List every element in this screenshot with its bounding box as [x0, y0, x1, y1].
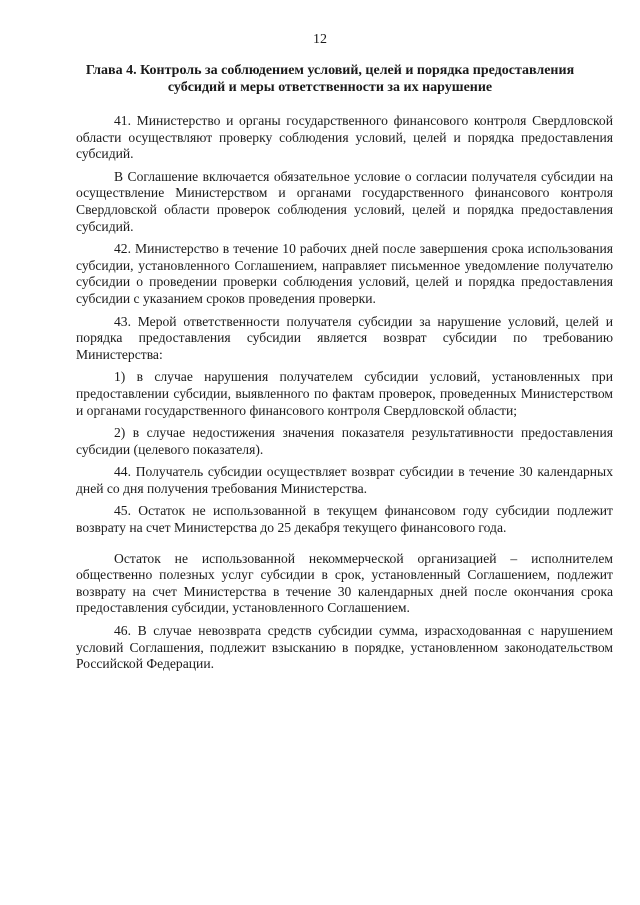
paragraph-agreement-condition: В Соглашение включается обязательное условие о согласии получателя субсидии на осуществление Министерством и органами государственного финансового контроля Свердловской области проверок соблюдения условий, целей и порядка предоставления субсидий. [76, 168, 613, 234]
document-body [76, 113, 613, 679]
paragraph-45: 45. Остаток не использованной в текущем финансовом году субсидии подлежит возврату на счет Министерства до 25 декабря текущего финансового года. [76, 503, 613, 536]
paragraph-46: 46. В случае невозврата средств субсидии сумма, израсходованная с нарушением условий Соглашения, подлежит взысканию в порядке, установленном законодательством Российской Федерации. [76, 623, 613, 672]
paragraph-43: 43. Мерой ответственности получателя субсидии за нарушение условий, целей и порядка предоставления субсидии является возврат субсидии по требованию Министерства: [76, 313, 613, 362]
chapter-heading: Глава 4. Контроль за соблюдением условий, целей и порядка предоставления субсидий и меры ответственности за их нарушение [85, 63, 575, 95]
paragraph-43-item-2: 2) в случае недостижения значения показателя результативности предоставления субсидии (целевого показателя). [76, 425, 613, 457]
page-number: 12 [313, 32, 327, 47]
paragraph-41: 41. Министерство и органы государственного финансового контроля Свердловской области осуществляют проверку соблюдения условий, целей и порядка предоставления субсидий. [76, 113, 613, 162]
paragraph-44: 44. Получатель субсидии осуществляет возврат субсидии в течение 30 календарных дней со дня получения требования Министерства. [76, 464, 613, 496]
paragraph-42: 42. Министерство в течение 10 рабочих дней после завершения срока использования субсидии, установленного Соглашением, направляет письменное уведомление получателю субсидии о проведении проверки соблюдения условий, целей и порядка предоставления субсидии с указанием сроков проведения проверки. [76, 241, 613, 306]
paragraph-remainder: Остаток не использованной некоммерческой организацией – исполнителем общественно полезных услуг субсидии в срок, установленный Соглашением, подлежит возврату на счет Министерства в течение 30 календарных дней после окончания срока предоставления субсидии, установленного Соглашением. [76, 550, 613, 616]
paragraph-43-item-1: 1) в случае нарушения получателем субсидии условий, установленных при предоставлении субсидии, выявленного по фактам проверок, проведенных Министерством и органами государственного финансового контроля Свердловской области; [76, 369, 613, 418]
